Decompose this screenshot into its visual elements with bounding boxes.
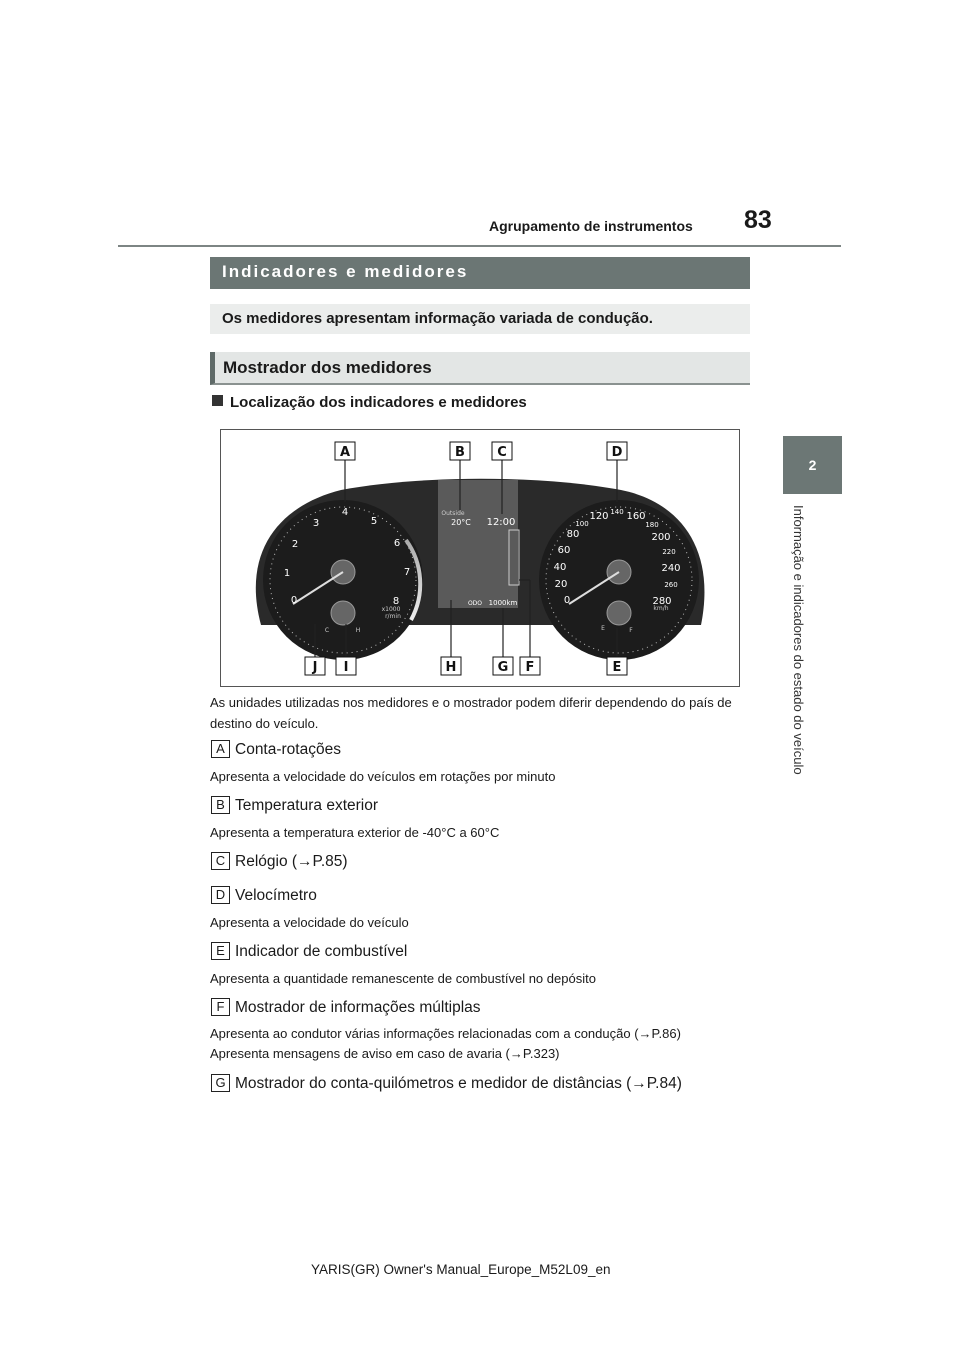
outside-temp: 20°C bbox=[451, 518, 471, 527]
topic-heading bbox=[212, 394, 527, 411]
callout-g: G bbox=[497, 660, 509, 675]
section-title: Indicadores e medidores bbox=[210, 257, 750, 289]
item-title: Indicador de combustível bbox=[235, 943, 408, 960]
speed-num-240: 240 bbox=[661, 563, 681, 574]
square-bullet-icon bbox=[212, 395, 223, 406]
fuel-e: E bbox=[601, 625, 605, 632]
odo-value: 1000km bbox=[488, 599, 518, 607]
chapter-title-vertical: Informação e indicadores do estado do veículo bbox=[791, 505, 806, 775]
fuel-f: F bbox=[629, 627, 633, 634]
speed-num-160: 160 bbox=[626, 511, 646, 522]
page-number: 83 bbox=[744, 206, 772, 234]
topic-title: Localização dos indicadores e medidores bbox=[230, 394, 527, 411]
item-g[interactable] bbox=[211, 1074, 682, 1093]
callout-e: E bbox=[612, 660, 622, 675]
tacho-num-2: 2 bbox=[291, 539, 299, 550]
item-title: Mostrador do conta-quilómetros e medidor de distâncias (→P.84) bbox=[235, 1075, 682, 1092]
tacho-num-1: 1 bbox=[283, 568, 291, 579]
speed-unit: km/h bbox=[653, 605, 669, 612]
speed-num-260: 260 bbox=[664, 581, 678, 589]
callout-h: H bbox=[445, 660, 457, 675]
callout-i: I bbox=[343, 660, 349, 675]
callout-f: F bbox=[525, 660, 535, 675]
speed-num-200: 200 bbox=[651, 532, 671, 543]
speed-num-0: 0 bbox=[563, 595, 571, 606]
instrument-cluster-illustration bbox=[221, 430, 740, 687]
item-b-desc: Apresenta a temperatura exterior de -40°C a 60°C bbox=[210, 825, 500, 840]
temp-c: C bbox=[324, 627, 330, 634]
item-f-desc2[interactable]: Apresenta mensagens de aviso em caso de avaria (→P.323) bbox=[210, 1046, 560, 1061]
outside-label: Outside bbox=[441, 510, 465, 517]
item-label: D bbox=[211, 886, 230, 904]
callout-d: D bbox=[611, 445, 623, 460]
speed-num-80: 80 bbox=[566, 529, 580, 540]
tacho-unit: x1000 bbox=[381, 606, 401, 613]
item-title: Conta-rotações bbox=[235, 741, 341, 758]
item-b bbox=[211, 796, 378, 815]
item-label: A bbox=[211, 740, 230, 758]
speed-num-220: 220 bbox=[662, 548, 676, 556]
chapter-tab[interactable]: 2 bbox=[783, 436, 842, 494]
item-label: F bbox=[211, 998, 230, 1016]
tacho-num-5: 5 bbox=[370, 516, 378, 527]
header-rule bbox=[118, 245, 841, 247]
item-d-desc: Apresenta a velocidade do veículo bbox=[210, 915, 409, 930]
tacho-num-0: 0 bbox=[290, 595, 298, 606]
speed-num-180: 180 bbox=[645, 521, 659, 529]
item-d bbox=[211, 886, 317, 905]
multi-info-display bbox=[438, 480, 518, 608]
item-title: Temperatura exterior bbox=[235, 797, 379, 814]
item-title: Velocímetro bbox=[235, 887, 317, 904]
item-e-desc: Apresenta a quantidade remanescente de combustível no depósito bbox=[210, 971, 596, 986]
item-c[interactable] bbox=[211, 852, 348, 871]
instrument-cluster-figure bbox=[220, 429, 740, 687]
item-e bbox=[211, 942, 407, 961]
tacho-num-3: 3 bbox=[312, 518, 320, 529]
speed-num-100: 100 bbox=[575, 520, 589, 528]
temp-h: H bbox=[355, 627, 361, 634]
clock-value: 12:00 bbox=[486, 517, 516, 528]
callout-c: C bbox=[497, 445, 507, 460]
section-intro: Os medidores apresentam informação variada de condução. bbox=[210, 304, 750, 334]
speed-num-120: 120 bbox=[589, 511, 609, 522]
item-f-desc[interactable]: Apresenta ao condutor várias informações relacionadas com a condução (→P.86) bbox=[210, 1026, 681, 1041]
tacho-num-4: 4 bbox=[341, 507, 349, 518]
speed-num-140: 140 bbox=[610, 508, 624, 516]
callout-a: A bbox=[339, 445, 351, 460]
tacho-num-7: 7 bbox=[403, 567, 411, 578]
units-note: As unidades utilizadas nos medidores e o mostrador podem diferir dependendo do país de destino do veículo. bbox=[210, 695, 732, 731]
callout-j: J bbox=[312, 660, 318, 675]
item-a-desc: Apresenta a velocidade do veículos em rotações por minuto bbox=[210, 769, 556, 784]
item-title: Relógio (→P.85) bbox=[235, 853, 348, 870]
footer-doc-id: YARIS(GR) Owner's Manual_Europe_M52L09_en bbox=[311, 1262, 611, 1277]
tacho-num-8: 8 bbox=[392, 596, 400, 607]
tacho-num-6: 6 bbox=[393, 538, 401, 549]
item-label: B bbox=[211, 796, 230, 814]
speed-num-60: 60 bbox=[557, 545, 571, 556]
item-f bbox=[211, 998, 481, 1017]
speed-num-20: 20 bbox=[554, 579, 568, 590]
callout-b: B bbox=[455, 445, 465, 460]
tacho-unit2: r/min bbox=[385, 613, 401, 620]
item-title: Mostrador de informações múltiplas bbox=[235, 999, 481, 1016]
item-a bbox=[211, 740, 341, 759]
running-header: Agrupamento de instrumentos bbox=[489, 218, 693, 234]
subsection-title: Mostrador dos medidores bbox=[210, 352, 750, 385]
item-label: G bbox=[211, 1074, 230, 1092]
item-label: E bbox=[211, 942, 230, 960]
item-label: C bbox=[211, 852, 230, 870]
speed-num-280: 280 bbox=[652, 596, 672, 607]
speed-num-40: 40 bbox=[553, 562, 567, 573]
odo-label: ODO bbox=[467, 600, 483, 607]
